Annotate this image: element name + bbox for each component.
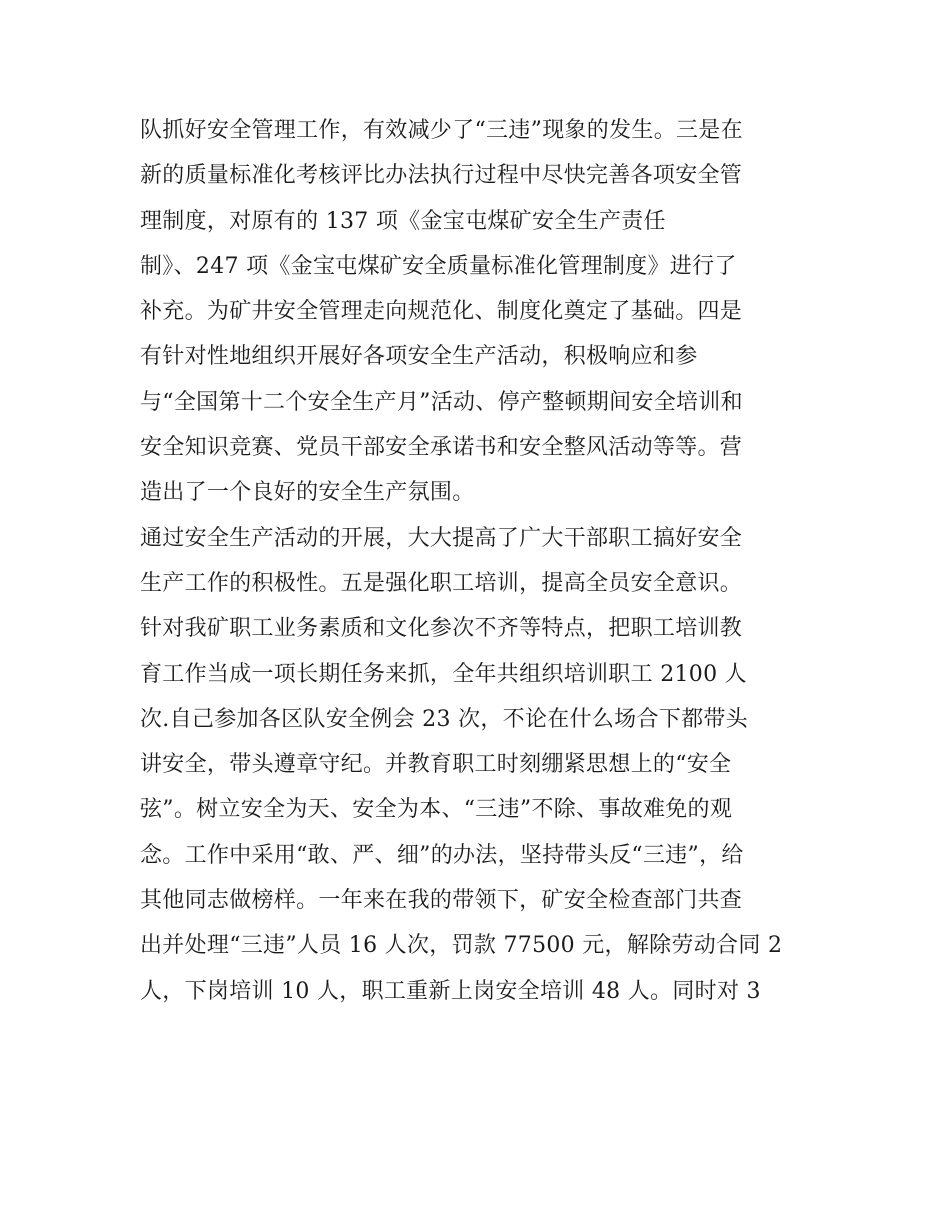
text-line: 理制度，对原有的 137 项《金宝屯煤矿安全生产责任	[140, 208, 666, 234]
text-line: 其他同志做榜样。一年来在我的带领下，矿安全检查部门共查	[140, 888, 743, 914]
text-line: 有针对性地组织开展好各项安全生产活动，积极响应和参	[140, 344, 698, 370]
text-line: 人，下岗培训 10 人，职工重新上岗安全培训 48 人。同时对 3	[140, 978, 761, 1004]
text-line: 制》、247 项《金宝屯煤矿安全质量标准化管理制度》进行了	[140, 253, 737, 279]
text-line: 安全知识竞赛、党员干部安全承诺书和安全整风活动等等。营	[140, 435, 743, 461]
text-line: 讲安全，带头遵章守纪。并教育职工时刻绷紧思想上的“安全	[140, 752, 732, 778]
body-text	[140, 108, 820, 1014]
text-line: 出并处理“三违”人员 16 人次，罚款 77500 元，解除劳动合同 2	[140, 933, 783, 959]
text-line: 补充。为矿井安全管理走向规范化、制度化奠定了基础。四是	[140, 299, 743, 325]
text-line: 通过安全生产活动的开展，大大提高了广大干部职工搞好安全	[140, 525, 743, 551]
text-line: 念。工作中采用“敢、严、细”的办法，坚持带头反“三违”，给	[140, 842, 744, 868]
text-line: 生产工作的积极性。五是强化职工培训，提高全员安全意识。	[140, 570, 743, 596]
text-line: 造出了一个良好的安全生产氛围。	[140, 480, 475, 506]
text-line: 次.自己参加各区队安全例会 23 次，不论在什么场合下都带头	[140, 706, 748, 732]
text-line: 队抓好安全管理工作，有效减少了“三违”现象的发生。三是在	[140, 118, 743, 143]
text-line: 针对我矿职工业务素质和文化参次不齐等特点，把职工培训教	[140, 616, 743, 642]
text-line: 新的质量标准化考核评比办法执行过程中尽快完善各项安全管	[140, 163, 743, 189]
text-line: 与“全国第十二个安全生产月”活动、停产整顿期间安全培训和	[140, 389, 743, 415]
text-line: 弦”。树立安全为天、安全为本、“三违”不除、事故难免的观	[140, 797, 733, 823]
text-line: 育工作当成一项长期任务来抓，全年共组织培训职工 2100 人	[140, 661, 747, 687]
